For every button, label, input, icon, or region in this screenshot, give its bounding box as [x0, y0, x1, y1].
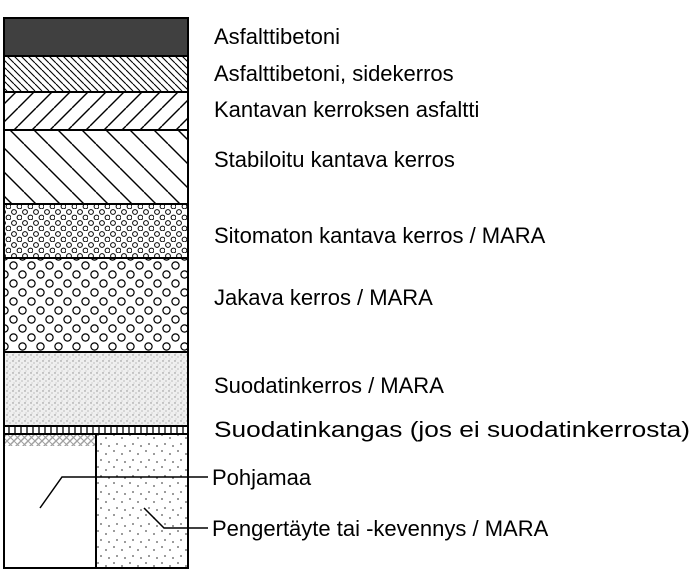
label-pengertayte: Pengertäyte tai -kevennys / MARA — [212, 516, 549, 541]
label-base-asphalt: Kantavan kerroksen asfaltti — [214, 97, 480, 122]
label-pohjamaa: Pohjamaa — [212, 465, 312, 490]
subgrade-natural-hatch — [5, 435, 95, 446]
label-stabilized: Stabiloitu kantava kerros — [214, 147, 455, 172]
label-unbound-base: Sitomaton kantava kerros / MARA — [214, 223, 546, 248]
label-subbase: Jakava kerros / MARA — [214, 285, 433, 310]
layer-geotextile — [4, 426, 188, 434]
layer-unbound-base — [4, 204, 188, 258]
layer-asphalt — [4, 18, 188, 56]
label-geotextile: Suodatinkangas (jos ei suodatinkerrosta) — [214, 417, 690, 442]
layer-stabilized — [4, 130, 188, 204]
layer-binder — [4, 56, 188, 92]
subgrade-natural — [4, 434, 96, 568]
label-binder: Asfalttibetoni, sidekerros — [214, 61, 454, 86]
subgrade-embankment — [96, 434, 188, 568]
layer-subbase — [4, 258, 188, 352]
layer-base-asphalt — [4, 92, 188, 130]
label-filter: Suodatinkerros / MARA — [214, 373, 444, 398]
layer-filter — [4, 352, 188, 426]
label-asphalt: Asfalttibetoni — [214, 24, 340, 49]
